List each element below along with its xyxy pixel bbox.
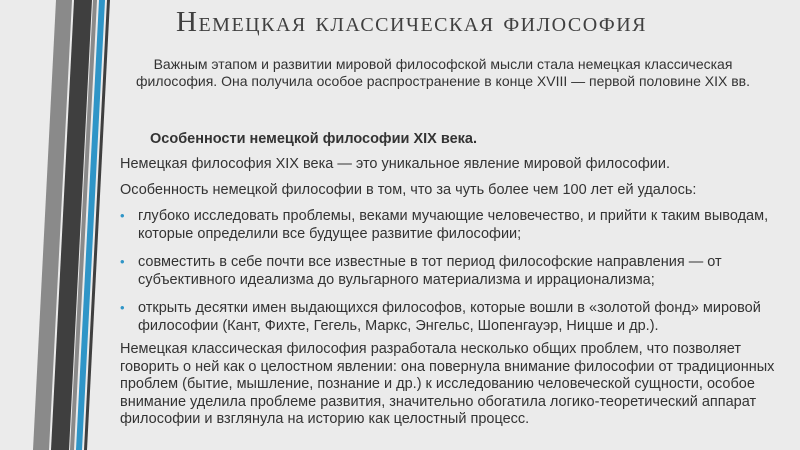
- section-subheading: Особенности немецкой философии XIX века.: [150, 131, 478, 147]
- slide-body: [120, 130, 780, 429]
- paragraph-1: Немецкая философия XIX века — это уникальное явление мировой философии.: [120, 156, 671, 172]
- bullet-item-1: [120, 207, 780, 243]
- bullet-dot-icon: •: [120, 300, 125, 315]
- bullet-item-2: [120, 253, 780, 289]
- bullet-text: совместить в себе почти все известные в тот период философские направления — от субъективного идеализма до вульгарного материализма и иррационализма;: [138, 254, 722, 288]
- paragraph-2: Особенность немецкой философии в том, что за чуть более чем 100 лет ей удалось:: [120, 182, 697, 198]
- bullet-text: открыть десятки имен выдающихся философов, которые вошли в «золотой фонд» мировой философии (Кант, Фихте, Гегель, Маркс, Энгельс, Шопенгауэр, Ницше и др.).: [138, 300, 761, 334]
- decorative-stripes: [0, 0, 118, 450]
- bullet-text: глубоко исследовать проблемы, веками мучающие человечество, и прийти к таким выводам, которые определили все будущее развитие философии;: [138, 208, 769, 242]
- intro-paragraph: Важным этапом и развитии мировой философской мысли стала немецкая классическая философия. Она получила особое распространение в конце XVIII — первой половине XIX вв.: [135, 56, 751, 89]
- bullet-dot-icon: •: [120, 208, 125, 223]
- closing-paragraph: Немецкая классическая философия разработала несколько общих проблем, что позволяет говорить о ней как о целостном явлении: она повернула внимание философии от традиционных проблем (бытие, мышление, познание и др.) к исследованию человеческой сущности, особое внимание уделила проблеме развития, значительно обогатила логико-теоретический аппарат философии и взглянула на историю как целостный процесс.: [120, 341, 775, 427]
- bullet-dot-icon: •: [120, 254, 125, 269]
- bullet-item-3: [120, 299, 780, 335]
- slide-title: Немецкая классическая философия: [176, 6, 647, 38]
